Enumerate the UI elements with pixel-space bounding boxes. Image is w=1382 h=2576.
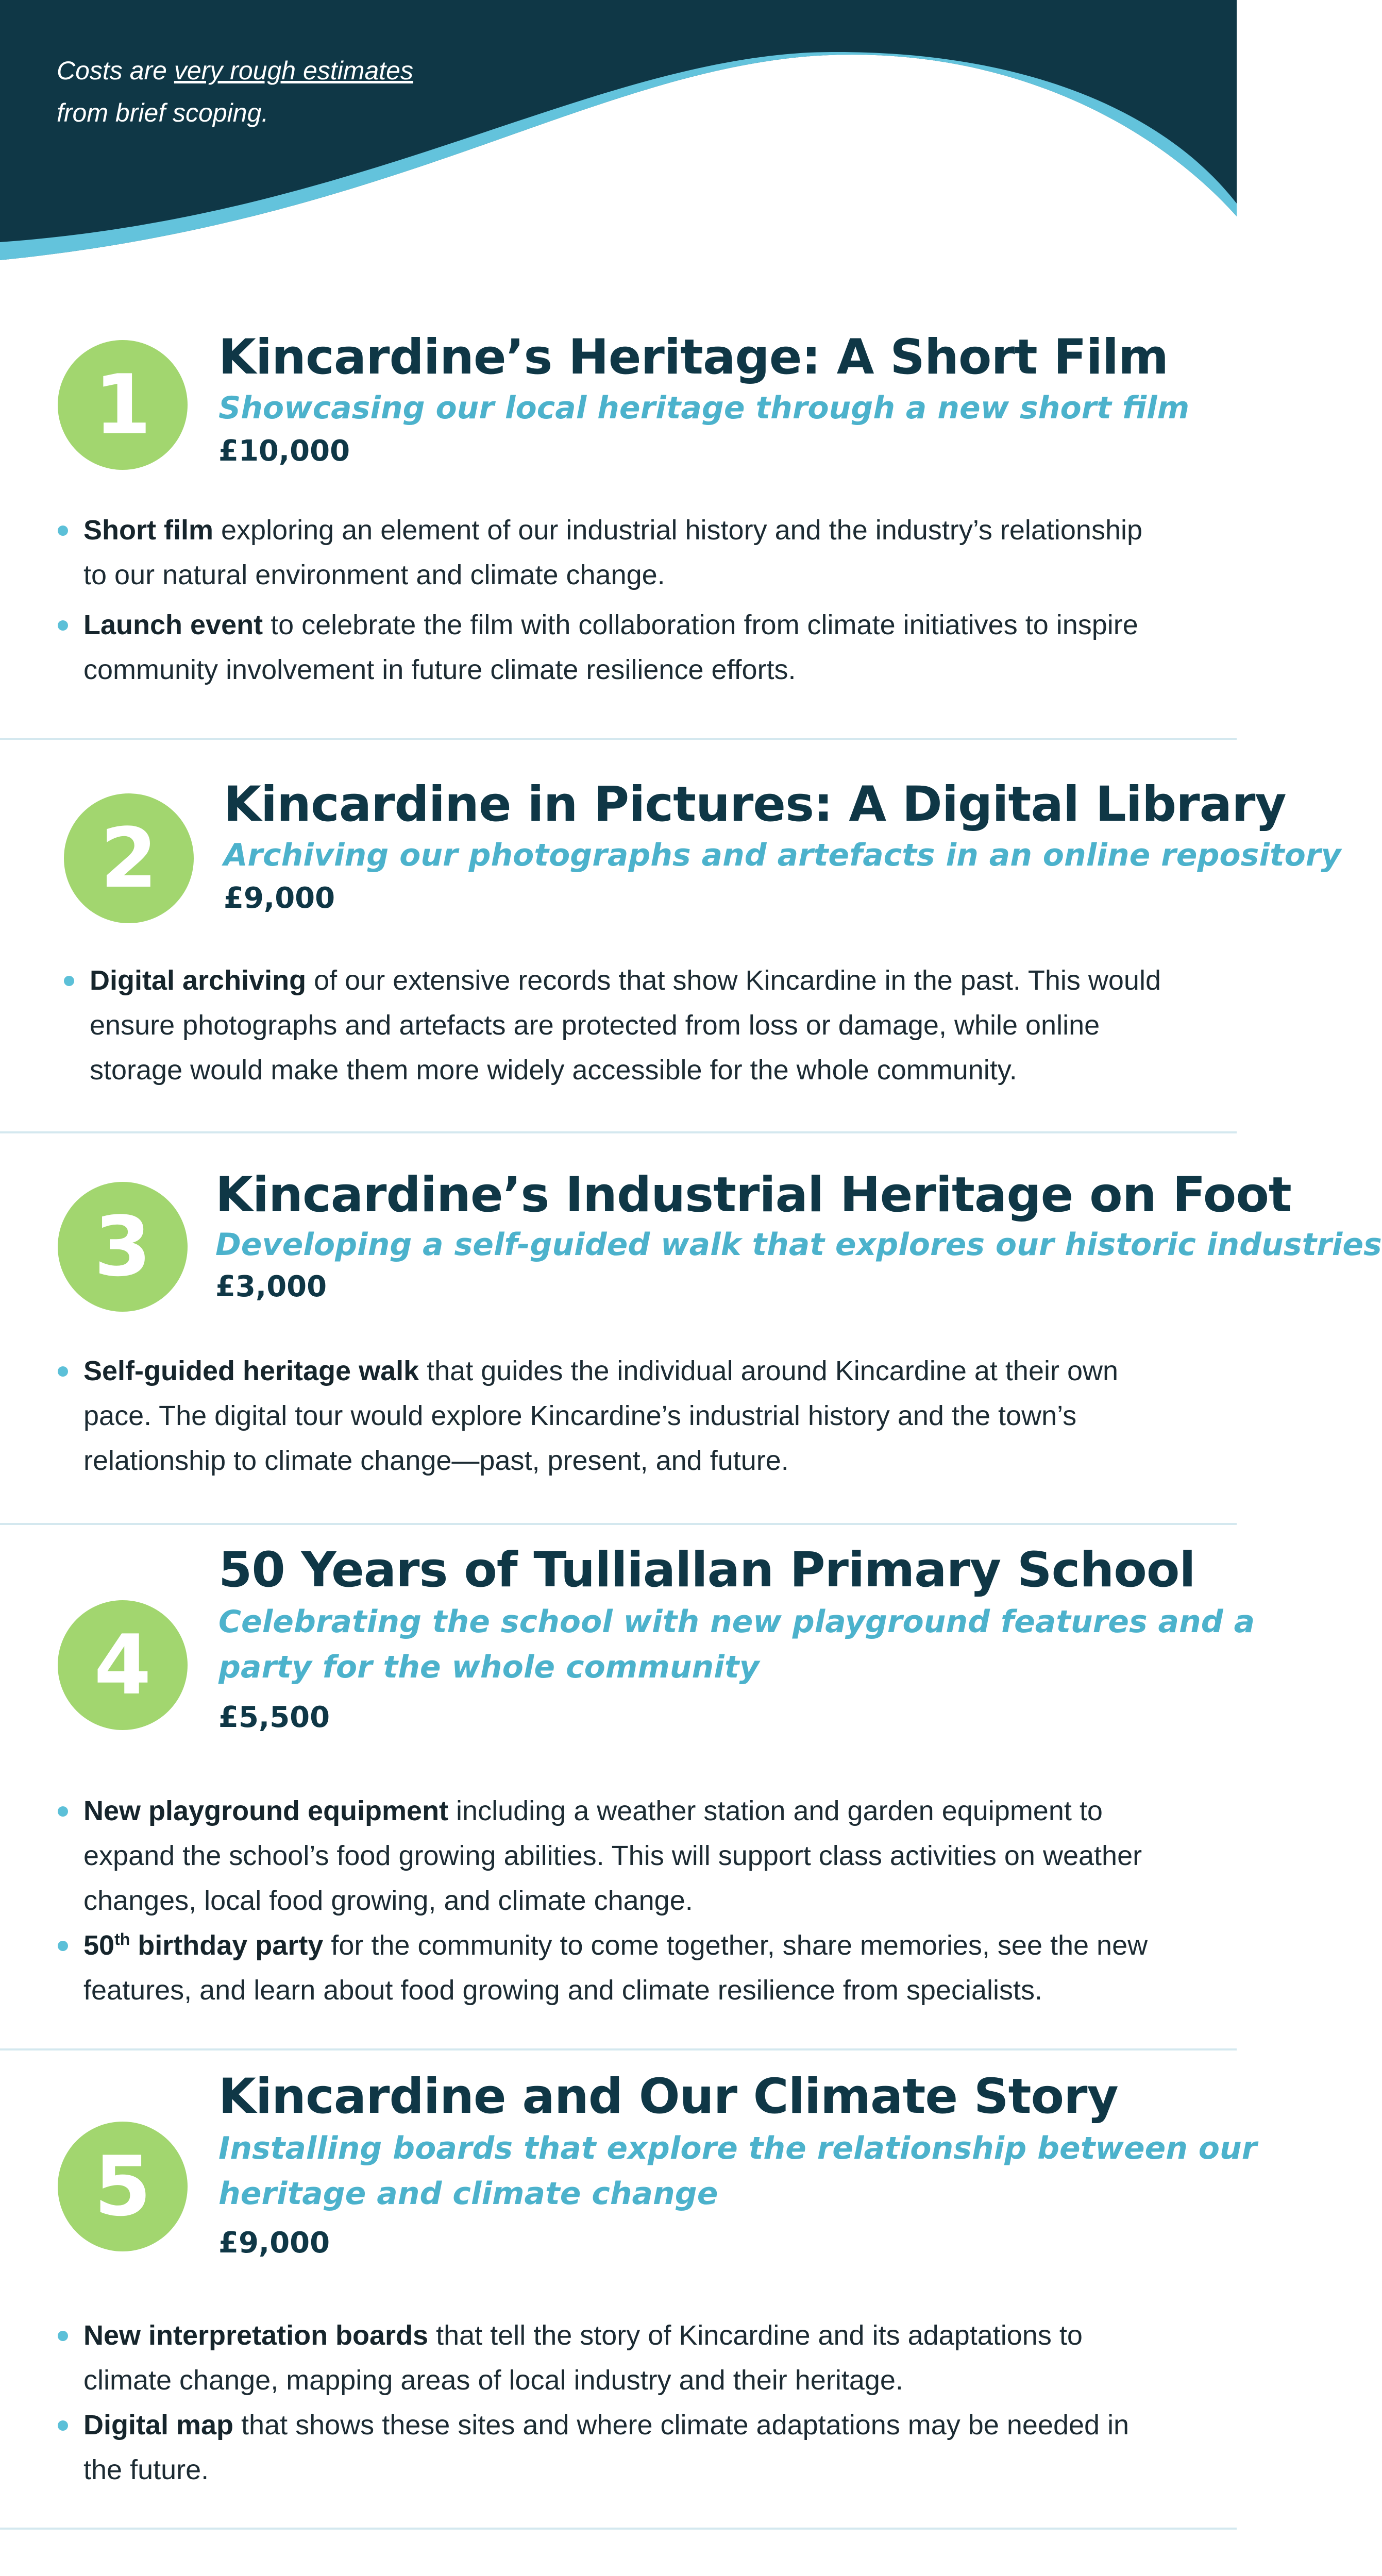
top-wave-decoration	[0, 0, 1237, 289]
project-number-badge: 2	[64, 793, 194, 923]
project-title: 50 Years of Tulliallan Primary School	[218, 1542, 1195, 1598]
bullet-text: for the community to come together, share memories, see the new features, and learn about food growing and climate resilience from specialists.	[83, 1930, 1148, 2006]
list-item	[58, 2313, 1171, 2403]
bullet-dot	[64, 976, 74, 986]
bullet-dot	[58, 1366, 68, 1377]
list-item	[58, 1349, 1181, 1483]
project-title: Kincardine’s Heritage: A Short Film	[218, 329, 1169, 385]
bullet-bold: birthday party	[130, 1930, 324, 1961]
list-item	[58, 508, 1145, 598]
project-subtitle-line-1: Celebrating the school with new playground features and a	[218, 1604, 1255, 1640]
bullet-bold: New playground equipment	[83, 1795, 449, 1826]
project-title: Kincardine and Our Climate Story	[218, 2069, 1118, 2125]
project-cost: £9,000	[224, 882, 335, 915]
project-cost: £3,000	[215, 1270, 327, 1303]
project-4	[0, 1525, 1255, 2048]
project-3	[0, 1133, 1382, 1523]
project-subtitle: Archiving our photographs and artefacts in an online repository	[224, 837, 1341, 873]
project-bullets	[58, 1349, 1181, 1483]
project-cost: £9,000	[218, 2226, 330, 2260]
project-subtitle: Developing a self-guided walk that explores our historic industries	[215, 1227, 1382, 1263]
bullet-text: exploring an element of our industrial history and the industry’s relationship to our natural environment and climate change.	[83, 515, 1143, 590]
project-6	[0, 2530, 1237, 2576]
project-bullets	[58, 2313, 1171, 2493]
bullet-text: that tell the story of Kincardine and its adaptations to climate change, mapping areas of local industry and their heritage.	[83, 2320, 1083, 2396]
list-item	[58, 603, 1145, 692]
project-bullets	[58, 1789, 1176, 2013]
bullet-bold: Digital map	[83, 2410, 234, 2441]
project-title: Kincardine’s Industrial Heritage on Foot	[215, 1167, 1291, 1223]
project-1	[0, 309, 1237, 737]
bullet-dot	[58, 1806, 68, 1817]
bullet-dot	[58, 526, 68, 536]
project-cost: £10,000	[218, 434, 350, 468]
bullet-dot	[58, 1941, 68, 1951]
project-number-badge: 3	[58, 1182, 188, 1312]
project-bullets	[58, 508, 1145, 692]
project-subtitle-line-1: Installing boards that explore the relationship between our	[218, 2130, 1257, 2166]
project-subtitle-line-2: heritage and climate change	[218, 2176, 718, 2212]
bullet-dot	[58, 2331, 68, 2341]
project-bullets	[64, 958, 1177, 1093]
bullet-text: to celebrate the film with collaboration from climate initiatives to inspire community involvement in future climate resilience efforts.	[83, 609, 1138, 685]
project-5	[0, 2050, 1257, 2528]
list-item	[64, 958, 1177, 1093]
bullet-bold: New interpretation boards	[83, 2320, 429, 2351]
project-cost: £5,500	[218, 1701, 330, 1734]
note-suffix: from brief scoping.	[57, 98, 269, 127]
list-item	[58, 2403, 1171, 2493]
note-prefix: Costs are	[57, 56, 174, 85]
bullet-dot	[58, 620, 68, 631]
bullet-text: including a weather station and garden equipment to expand the school’s food growing abilities. This will support class activities on weather changes, local food growing, and climate change.	[83, 1795, 1142, 1916]
list-item	[58, 1923, 1176, 2013]
bullet-text: that guides the individual around Kincardine at their own pace. The digital tour would explore Kincardine’s industrial history and the town’s relationship to climate change—past, present, and future.	[83, 1355, 1119, 1476]
bullet-bold: Self-guided heritage walk	[83, 1355, 419, 1386]
bullet-bold: Short film	[83, 515, 213, 546]
bullet-bold: Launch event	[83, 609, 263, 640]
project-title: Kincardine in Pictures: A Digital Library	[224, 776, 1286, 833]
project-subtitle-line-2: party for the whole community	[218, 1649, 760, 1685]
cost-estimate-note	[57, 49, 572, 134]
bullet-bold-number: 50	[83, 1930, 115, 1961]
bullet-superscript: th	[114, 1930, 130, 1948]
project-number-badge: 5	[58, 2122, 188, 2251]
bullet-text: that shows these sites and where climate adaptations may be needed in the future.	[83, 2410, 1130, 2485]
note-underlined: very rough estimates	[174, 56, 413, 85]
list-item	[58, 1789, 1176, 1923]
project-number-badge: 1	[58, 340, 188, 470]
project-number-badge: 4	[58, 1600, 188, 1730]
project-subtitle: Showcasing our local heritage through a new short film	[218, 390, 1190, 426]
bullet-dot	[58, 2420, 68, 2431]
bullet-bold: Digital archiving	[90, 965, 307, 996]
bullet-text: of our extensive records that show Kincardine in the past. This would ensure photographs and artefacts are protected from loss or damage, while online storage would make them more widely accessible for the whole community.	[90, 965, 1161, 1086]
project-2	[0, 740, 1341, 1131]
